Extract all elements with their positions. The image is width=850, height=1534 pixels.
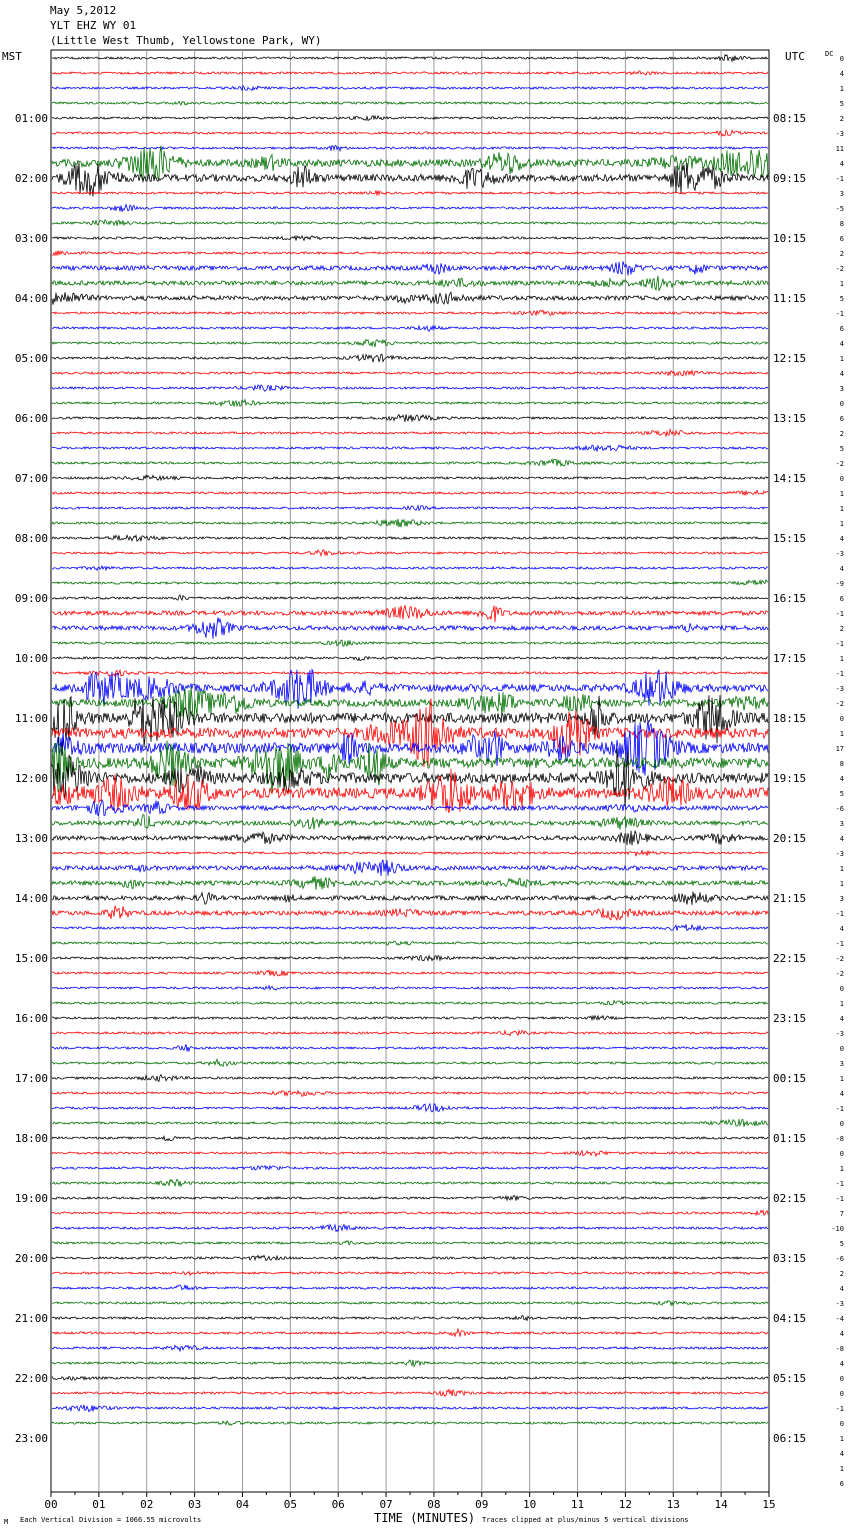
mst-hour-label: 20:00 xyxy=(14,1252,48,1265)
dc-offset-value: -10 xyxy=(831,1225,844,1233)
utc-hour-label: 06:15 xyxy=(773,1432,807,1445)
dc-offset-value: -8 xyxy=(835,1345,844,1353)
dc-offset-value: -3 xyxy=(835,1030,844,1038)
vertical-scale-note: Each Vertical Division = 1066.55 microvolts xyxy=(20,1516,202,1524)
dc-offset-value: 1 xyxy=(839,280,844,288)
dc-offset-value: 11 xyxy=(835,145,844,153)
mst-hour-label: 10:00 xyxy=(14,652,48,665)
seismic-trace xyxy=(52,670,768,676)
dc-offset-value: -3 xyxy=(835,130,844,138)
utc-hour-label: 16:15 xyxy=(773,592,807,605)
dc-offset-value: 7 xyxy=(839,1210,844,1218)
dc-offset-value: 1 xyxy=(839,880,844,888)
seismic-trace xyxy=(52,102,768,106)
seismic-trace xyxy=(52,956,768,961)
dc-offset-value: -1 xyxy=(835,1180,844,1188)
dc-offset-value: 3 xyxy=(839,190,844,198)
dc-offset-value: 5 xyxy=(839,100,844,108)
x-tick-label: 10 xyxy=(523,1498,537,1511)
seismic-trace xyxy=(52,566,768,570)
dc-offset-value: -1 xyxy=(835,1105,844,1113)
seismic-trace xyxy=(52,1256,768,1261)
seismic-trace xyxy=(52,1421,768,1425)
dc-offset-value: -1 xyxy=(835,640,844,648)
dc-offset-value: 1 xyxy=(839,520,844,528)
seismic-trace xyxy=(52,1360,768,1367)
dc-offset-value: 4 xyxy=(839,70,844,78)
utc-hour-label: 02:15 xyxy=(773,1192,807,1205)
mst-hour-label: 01:00 xyxy=(14,112,48,125)
dc-offset-value: 1 xyxy=(839,1075,844,1083)
dc-offset-value: 1 xyxy=(839,655,844,663)
x-tick-label: 11 xyxy=(570,1498,585,1511)
mst-hour-label: 05:00 xyxy=(14,352,48,365)
dc-offset-value: -1 xyxy=(835,940,844,948)
dc-offset-value: 6 xyxy=(839,325,844,333)
utc-hour-label: 08:15 xyxy=(773,112,807,125)
dc-offset-value: 1 xyxy=(839,1165,844,1173)
dc-offset-value: -2 xyxy=(835,955,844,963)
x-tick-label: 00 xyxy=(44,1498,58,1511)
dc-offset-value: 1 xyxy=(839,1465,844,1473)
utc-hour-label: 11:15 xyxy=(773,292,807,305)
seismic-trace xyxy=(52,310,768,315)
utc-hour-label: 18:15 xyxy=(773,712,807,725)
dc-offset-value: -3 xyxy=(835,685,844,693)
dc-offset-value: 1 xyxy=(839,730,844,738)
seismic-trace xyxy=(52,190,768,195)
dc-offset-value: -2 xyxy=(835,460,844,468)
utc-hour-label: 21:15 xyxy=(773,892,807,905)
seismic-trace xyxy=(52,1091,768,1097)
x-tick-label: 12 xyxy=(618,1498,633,1511)
dc-offset-value: -6 xyxy=(835,1255,844,1263)
utc-hour-label: 22:15 xyxy=(773,952,807,965)
seismic-trace xyxy=(52,550,768,556)
left-timezone-label: MST xyxy=(2,50,22,63)
dc-offset-value: -1 xyxy=(835,310,844,318)
plot-date: May 5,2012 xyxy=(50,4,117,17)
seismic-trace xyxy=(52,605,768,622)
dc-offset-value: -1 xyxy=(835,175,844,183)
seismic-trace xyxy=(52,385,768,391)
mst-hour-label: 16:00 xyxy=(14,1012,48,1025)
dc-offset-value: 5 xyxy=(839,445,844,453)
mst-hour-label: 12:00 xyxy=(14,772,48,785)
seismic-trace xyxy=(52,116,768,121)
dc-offset-value: 4 xyxy=(839,160,844,168)
dc-offset-value: 0 xyxy=(839,1120,844,1128)
dc-offset-value: 4 xyxy=(839,1015,844,1023)
dc-offset-value: 0 xyxy=(839,55,844,63)
seismic-trace xyxy=(52,1166,768,1170)
dc-offset-value: 1 xyxy=(839,1435,844,1443)
seismic-trace xyxy=(52,130,768,136)
seismic-trace xyxy=(52,1119,768,1127)
seismic-trace xyxy=(52,1271,768,1275)
seismic-trace xyxy=(52,850,768,856)
dc-offset-value: 8 xyxy=(839,760,844,768)
dc-offset-value: 4 xyxy=(839,535,844,543)
seismic-trace xyxy=(52,640,768,646)
mst-hour-label: 22:00 xyxy=(14,1372,48,1385)
dc-offset-value: -2 xyxy=(835,970,844,978)
mst-hour-label: 15:00 xyxy=(14,952,48,965)
dc-offset-value: 4 xyxy=(839,565,844,573)
x-tick-label: 06 xyxy=(331,1498,345,1511)
x-tick-label: 05 xyxy=(283,1498,297,1511)
seismic-trace xyxy=(52,400,768,407)
utc-hour-label: 13:15 xyxy=(773,412,807,425)
x-tick-label: 01 xyxy=(92,1498,106,1511)
x-tick-label: 09 xyxy=(475,1498,489,1511)
seismic-trace xyxy=(52,1136,768,1140)
seismic-trace xyxy=(52,1001,768,1006)
seismic-trace xyxy=(52,924,768,930)
utc-hour-label: 09:15 xyxy=(773,172,807,185)
dc-offset-value: 1 xyxy=(839,865,844,873)
seismic-trace xyxy=(52,831,768,846)
seismic-trace xyxy=(52,1044,768,1051)
dc-offset-value: -1 xyxy=(835,610,844,618)
seismic-trace xyxy=(52,490,768,495)
utc-hour-label: 19:15 xyxy=(773,772,807,785)
dc-offset-value: 1 xyxy=(839,85,844,93)
seismic-trace xyxy=(52,1179,768,1186)
dc-offset-value: -1 xyxy=(835,670,844,678)
mst-hour-label: 06:00 xyxy=(14,412,48,425)
seismic-trace xyxy=(52,414,768,422)
dc-offset-value: 0 xyxy=(839,400,844,408)
mst-hour-label: 07:00 xyxy=(14,472,48,485)
seismic-trace xyxy=(52,475,768,480)
x-tick-label: 14 xyxy=(714,1498,728,1511)
dc-offset-value: 8 xyxy=(839,220,844,228)
seismic-trace xyxy=(52,1195,768,1200)
seismic-trace xyxy=(52,941,768,945)
dc-offset-value: 0 xyxy=(839,1420,844,1428)
seismic-trace xyxy=(52,670,768,709)
mst-hour-label: 19:00 xyxy=(14,1192,48,1205)
dc-offset-value: 4 xyxy=(839,1330,844,1338)
utc-hour-label: 20:15 xyxy=(773,832,807,845)
dc-offset-value: 5 xyxy=(839,790,844,798)
x-tick-label: 07 xyxy=(379,1498,393,1511)
dc-offset-value: -9 xyxy=(835,580,844,588)
seismic-trace xyxy=(52,1016,768,1020)
dc-offset-value: 4 xyxy=(839,925,844,933)
dc-offset-value: 2 xyxy=(839,625,844,633)
seismic-trace xyxy=(52,1405,768,1412)
dc-offset-value: 0 xyxy=(839,1375,844,1383)
seismic-trace xyxy=(52,430,768,437)
mst-hour-label: 17:00 xyxy=(14,1072,48,1085)
mst-hour-label: 23:00 xyxy=(14,1432,48,1445)
seismic-trace xyxy=(52,657,768,661)
x-tick-label: 04 xyxy=(235,1498,250,1511)
dc-offset-value: 6 xyxy=(839,1480,844,1488)
seismic-trace xyxy=(52,354,768,362)
dc-offset-value: 4 xyxy=(839,1285,844,1293)
dc-offset-value: 4 xyxy=(839,1450,844,1458)
mst-hour-label: 11:00 xyxy=(14,712,48,725)
x-tick-label: 02 xyxy=(140,1498,154,1511)
dc-offset-value: -5 xyxy=(835,205,844,213)
mst-hour-label: 21:00 xyxy=(14,1312,48,1325)
station-id: YLT EHZ WY 01 xyxy=(50,19,137,32)
dc-offset-value: 6 xyxy=(839,235,844,243)
utc-hour-label: 03:15 xyxy=(773,1252,807,1265)
dc-column-header: DC xyxy=(825,50,834,58)
dc-offset-value: 4 xyxy=(839,775,844,783)
dc-offset-value: -3 xyxy=(835,850,844,858)
seismic-trace xyxy=(52,146,768,181)
seismic-trace xyxy=(52,986,768,990)
clipping-note: Traces clipped at plus/minus 5 vertical divisions xyxy=(482,1516,689,1524)
dc-offset-value: 3 xyxy=(839,385,844,393)
dc-offset-value: 0 xyxy=(839,715,844,723)
dc-offset-value: 4 xyxy=(839,835,844,843)
dc-offset-value: 1 xyxy=(839,355,844,363)
utc-hour-label: 05:15 xyxy=(773,1372,807,1385)
dc-offset-value: -6 xyxy=(835,805,844,813)
seismic-trace xyxy=(52,800,768,816)
mst-hour-label: 09:00 xyxy=(14,592,48,605)
seismic-trace xyxy=(52,459,768,466)
dc-offset-value: -2 xyxy=(835,700,844,708)
seismic-trace xyxy=(52,860,768,876)
seismic-trace xyxy=(52,445,768,451)
seismic-trace xyxy=(52,1059,768,1066)
seismic-trace xyxy=(52,1031,768,1036)
x-tick-label: 13 xyxy=(666,1498,680,1511)
seismic-trace xyxy=(52,371,768,376)
seismic-trace xyxy=(52,340,768,348)
utc-hour-label: 14:15 xyxy=(773,472,807,485)
dc-offset-value: 17 xyxy=(835,745,844,753)
dc-offset-value: 3 xyxy=(839,1060,844,1068)
utc-hour-label: 01:15 xyxy=(773,1132,807,1145)
seismic-trace xyxy=(52,1316,768,1321)
seismic-trace xyxy=(52,580,768,585)
utc-hour-label: 15:15 xyxy=(773,532,807,545)
dc-offset-value: 4 xyxy=(839,340,844,348)
seismic-trace xyxy=(52,892,768,905)
seismic-trace xyxy=(52,146,768,151)
dc-offset-value: -3 xyxy=(835,550,844,558)
seismic-trace xyxy=(52,220,768,226)
dc-offset-value: 6 xyxy=(839,415,844,423)
seismic-trace xyxy=(52,1211,768,1216)
station-location: (Little West Thumb, Yellowstone Park, WY) xyxy=(50,34,322,47)
seismic-trace xyxy=(52,1225,768,1232)
seismic-trace xyxy=(52,276,768,291)
seismic-trace xyxy=(52,1151,768,1157)
utc-hour-label: 04:15 xyxy=(773,1312,807,1325)
utc-hour-label: 17:15 xyxy=(773,652,807,665)
seismic-trace xyxy=(52,876,768,890)
x-tick-label: 03 xyxy=(187,1498,202,1511)
seismic-trace xyxy=(52,595,768,600)
seismic-trace xyxy=(52,617,768,638)
seismic-trace xyxy=(52,1285,768,1290)
seismic-trace xyxy=(52,292,768,305)
seismic-trace xyxy=(52,86,768,91)
right-timezone-label: UTC xyxy=(785,50,805,63)
mst-hour-label: 02:00 xyxy=(14,172,48,185)
utc-hour-label: 00:15 xyxy=(773,1072,807,1085)
dc-offset-value: -2 xyxy=(835,265,844,273)
dc-offset-value: 0 xyxy=(839,1390,844,1398)
dc-offset-value: 0 xyxy=(839,1045,844,1053)
dc-offset-value: 1 xyxy=(839,490,844,498)
dc-offset-value: 5 xyxy=(839,295,844,303)
x-axis-title: TIME (MINUTES) xyxy=(374,1511,476,1525)
dc-offset-value: 0 xyxy=(839,985,844,993)
seismic-trace xyxy=(52,1241,768,1245)
dc-offset-value: -4 xyxy=(835,1315,844,1323)
dc-offset-value: 4 xyxy=(839,370,844,378)
dc-offset-value: 1 xyxy=(839,505,844,513)
dc-offset-value: -3 xyxy=(835,1300,844,1308)
dc-offset-value: 0 xyxy=(839,475,844,483)
dc-offset-value: 2 xyxy=(839,250,844,258)
dc-offset-value: 6 xyxy=(839,595,844,603)
dc-offset-value: 4 xyxy=(839,1360,844,1368)
seismic-trace xyxy=(52,71,768,75)
seismic-trace xyxy=(52,1345,768,1351)
mst-hour-label: 04:00 xyxy=(14,292,48,305)
x-tick-label: 15 xyxy=(762,1498,776,1511)
seismic-trace xyxy=(52,1390,768,1397)
mst-hour-label: 14:00 xyxy=(14,892,48,905)
seismic-trace xyxy=(52,261,768,275)
seismic-trace xyxy=(52,205,768,212)
seismic-trace xyxy=(52,970,768,976)
seismic-trace xyxy=(52,251,768,256)
seismic-trace xyxy=(52,1075,768,1082)
dc-offset-value: 4 xyxy=(839,1090,844,1098)
utc-hour-label: 10:15 xyxy=(773,232,807,245)
dc-offset-value: 2 xyxy=(839,1270,844,1278)
dc-offset-value: 2 xyxy=(839,115,844,123)
dc-offset-value: 2 xyxy=(839,430,844,438)
mst-hour-label: 03:00 xyxy=(14,232,48,245)
dc-offset-value: -8 xyxy=(835,1135,844,1143)
seismic-trace xyxy=(52,1376,768,1380)
seismic-trace xyxy=(52,906,768,920)
seismic-trace xyxy=(52,519,768,527)
seismic-trace xyxy=(52,1301,768,1306)
dc-offset-value: 1 xyxy=(839,1000,844,1008)
seismic-trace xyxy=(52,815,768,830)
seismic-trace xyxy=(52,236,768,241)
mst-hour-label: 18:00 xyxy=(14,1132,48,1145)
seismic-trace xyxy=(52,535,768,541)
dc-offset-value: 3 xyxy=(839,895,844,903)
dc-offset-value: -1 xyxy=(835,910,844,918)
seismic-trace xyxy=(52,506,768,511)
dc-offset-value: -1 xyxy=(835,1195,844,1203)
dc-offset-value: 3 xyxy=(839,820,844,828)
mst-hour-label: 13:00 xyxy=(14,832,48,845)
dc-offset-value: 0 xyxy=(839,1150,844,1158)
x-tick-label: 08 xyxy=(427,1498,441,1511)
utc-hour-label: 23:15 xyxy=(773,1012,807,1025)
dc-offset-value: 5 xyxy=(839,1240,844,1248)
seismic-trace xyxy=(52,326,768,332)
dc-offset-value: -1 xyxy=(835,1405,844,1413)
utc-hour-label: 12:15 xyxy=(773,352,807,365)
seismic-trace xyxy=(52,55,768,61)
seismic-trace xyxy=(52,1329,768,1337)
corner-mark: M xyxy=(4,1518,9,1526)
mst-hour-label: 08:00 xyxy=(14,532,48,545)
seismic-trace xyxy=(52,1104,768,1112)
